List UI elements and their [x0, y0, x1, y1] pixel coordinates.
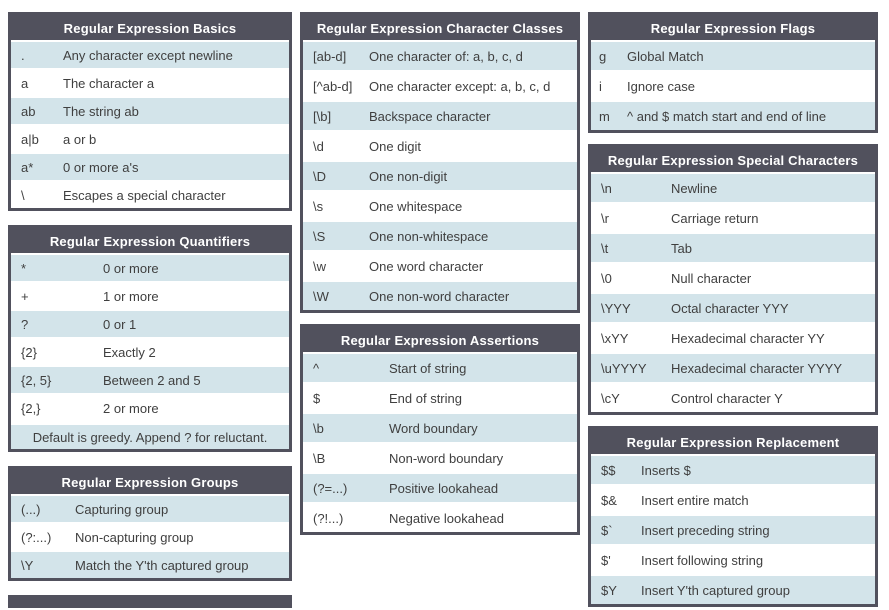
table-row [11, 182, 289, 208]
description-cell: One non-word character [369, 288, 510, 304]
table-row [11, 154, 289, 182]
symbol-cell: m [599, 108, 610, 124]
table-row [591, 324, 875, 354]
table-row [591, 204, 875, 234]
description-cell: Insert entire match [641, 492, 749, 508]
symbol-cell: \0 [601, 270, 612, 286]
table-row [591, 516, 875, 546]
table-row [11, 98, 289, 126]
table-title-character-classes: Regular Expression Character Classes [303, 15, 577, 42]
description-cell: Hexadecimal character YYYY [671, 360, 843, 376]
symbol-cell: ab [21, 103, 36, 119]
table-row [303, 42, 577, 72]
symbol-cell: [\b] [313, 108, 332, 124]
description-cell: 0 or 1 [103, 316, 137, 332]
description-cell: One character of: a, b, c, d [369, 48, 523, 64]
table-row [303, 132, 577, 162]
symbol-cell: $` [601, 522, 613, 538]
symbol-cell: \t [601, 240, 609, 256]
description-cell: Backspace character [369, 108, 491, 124]
symbol-cell: $' [601, 552, 611, 568]
symbol-cell: (...) [21, 501, 41, 517]
table-row [303, 192, 577, 222]
table-row [303, 282, 577, 310]
table-row [303, 504, 577, 532]
column-left [8, 12, 292, 608]
column-middle [300, 12, 580, 608]
table-row [11, 311, 289, 339]
symbol-cell: \xYY [601, 330, 629, 346]
symbol-cell: \b [313, 420, 324, 436]
symbol-cell: \r [601, 210, 609, 226]
symbol-cell: \S [313, 228, 326, 244]
description-cell: Global Match [627, 48, 704, 64]
symbol-cell: \B [313, 450, 326, 466]
description-cell: End of string [389, 390, 462, 406]
table-row [303, 222, 577, 252]
table-row [11, 42, 289, 70]
description-cell: Non-word boundary [389, 450, 504, 466]
table-footer-note: Default is greedy. Append ? for reluctant. [11, 423, 289, 449]
table-row [591, 354, 875, 384]
description-cell: One whitespace [369, 198, 463, 214]
symbol-cell: + [21, 288, 29, 304]
table-title-flags: Regular Expression Flags [591, 15, 875, 42]
table-special-characters [588, 144, 878, 415]
table-row [303, 384, 577, 414]
table-row [591, 576, 875, 604]
table-row [11, 367, 289, 395]
table-title-special-characters: Regular Expression Special Characters [591, 147, 875, 174]
symbol-cell: \n [601, 180, 612, 196]
description-cell: One digit [369, 138, 422, 154]
description-cell: Ignore case [627, 78, 695, 94]
table-row [591, 72, 875, 102]
table-row [303, 444, 577, 474]
table-row [591, 264, 875, 294]
table-row [591, 486, 875, 516]
description-cell: Positive lookahead [389, 480, 499, 496]
table-row [591, 234, 875, 264]
symbol-cell: \YYY [601, 300, 631, 316]
table-row [303, 102, 577, 132]
symbol-cell: \d [313, 138, 324, 154]
table-title-groups: Regular Expression Groups [11, 469, 289, 496]
symbol-cell: (?!...) [313, 510, 344, 526]
table-row [11, 524, 289, 552]
table-row [591, 546, 875, 576]
description-cell: Octal character YYY [671, 300, 789, 316]
symbol-cell: (?=...) [313, 480, 348, 496]
description-cell: Null character [671, 270, 752, 286]
symbol-cell: \ [21, 187, 25, 203]
symbol-cell: g [599, 48, 607, 64]
description-cell: Non-capturing group [75, 529, 194, 545]
description-cell: Carriage return [671, 210, 759, 226]
table-row [303, 474, 577, 504]
description-cell: Control character Y [671, 390, 783, 406]
table-replacement [588, 426, 878, 607]
table-groups [8, 466, 292, 581]
cut-off-table-header [8, 595, 292, 608]
symbol-cell: \s [313, 198, 324, 214]
description-cell: Tab [671, 240, 692, 256]
description-cell: One non-whitespace [369, 228, 489, 244]
symbol-cell: $ [313, 390, 321, 406]
description-cell: Match the Y'th captured group [75, 557, 249, 573]
table-row [11, 283, 289, 311]
symbol-cell: i [599, 78, 602, 94]
table-row [303, 414, 577, 444]
table-row [303, 354, 577, 384]
description-cell: Exactly 2 [103, 344, 156, 360]
description-cell: Between 2 and 5 [103, 372, 201, 388]
table-row [591, 384, 875, 412]
symbol-cell: \uYYYY [601, 360, 647, 376]
symbol-cell: a|b [21, 131, 39, 147]
description-cell: One non-digit [369, 168, 448, 184]
table-row [11, 395, 289, 423]
symbol-cell: {2} [21, 344, 37, 360]
description-cell: 0 or more [103, 260, 159, 276]
table-row [591, 456, 875, 486]
description-cell: Capturing group [75, 501, 169, 517]
table-row [591, 102, 875, 130]
description-cell: One word character [369, 258, 484, 274]
table-title-basics: Regular Expression Basics [11, 15, 289, 42]
symbol-cell: [^ab-d] [313, 78, 353, 94]
table-row [11, 70, 289, 98]
table-title-assertions: Regular Expression Assertions [303, 327, 577, 354]
table-row [11, 552, 289, 578]
symbol-cell: \Y [21, 557, 34, 573]
symbol-cell: {2,} [21, 400, 41, 416]
description-cell: 2 or more [103, 400, 159, 416]
description-cell: Insert preceding string [641, 522, 770, 538]
table-row [591, 294, 875, 324]
table-flags [588, 12, 878, 133]
description-cell: Hexadecimal character YY [671, 330, 825, 346]
description-cell: Negative lookahead [389, 510, 504, 526]
table-quantifiers [8, 225, 292, 452]
table-row [303, 162, 577, 192]
description-cell: Word boundary [389, 420, 478, 436]
symbol-cell: (?:...) [21, 529, 52, 545]
symbol-cell: . [21, 47, 25, 63]
symbol-cell: * [21, 260, 27, 276]
table-row [303, 72, 577, 102]
description-cell: Insert following string [641, 552, 764, 568]
description-cell: Inserts $ [641, 462, 691, 478]
table-title-quantifiers: Regular Expression Quantifiers [11, 228, 289, 255]
table-character-classes [300, 12, 580, 313]
symbol-cell: \cY [601, 390, 620, 406]
table-basics [8, 12, 292, 211]
description-cell: Insert Y'th captured group [641, 582, 790, 598]
symbol-cell: a [21, 75, 29, 91]
symbol-cell: {2, 5} [21, 372, 52, 388]
description-cell: a or b [63, 131, 97, 147]
symbol-cell: [ab-d] [313, 48, 347, 64]
symbol-cell: $& [601, 492, 617, 508]
symbol-cell: \w [313, 258, 326, 274]
symbol-cell: $$ [601, 462, 616, 478]
symbol-cell: \W [313, 288, 329, 304]
symbol-cell: $Y [601, 582, 617, 598]
description-cell: Any character except newline [63, 47, 233, 63]
description-cell: 1 or more [103, 288, 159, 304]
table-row [11, 255, 289, 283]
symbol-cell: \D [313, 168, 326, 184]
table-assertions [300, 324, 580, 535]
description-cell: Escapes a special character [63, 187, 226, 203]
symbol-cell: ? [21, 316, 29, 332]
table-row [11, 126, 289, 154]
symbol-cell: ^ [313, 360, 320, 376]
table-row [11, 496, 289, 524]
symbol-cell: a* [21, 159, 34, 175]
description-cell: ^ and $ match start and end of line [627, 108, 827, 124]
table-row [11, 339, 289, 367]
description-cell: 0 or more a's [63, 159, 139, 175]
description-cell: One character except: a, b, c, d [369, 78, 551, 94]
table-row [303, 252, 577, 282]
table-row [591, 174, 875, 204]
table-row [591, 42, 875, 72]
column-right [588, 12, 878, 608]
description-cell: Newline [671, 180, 718, 196]
description-cell: Start of string [389, 360, 467, 376]
description-cell: The character a [63, 75, 155, 91]
description-cell: The string ab [63, 103, 139, 119]
table-title-replacement: Regular Expression Replacement [591, 429, 875, 456]
